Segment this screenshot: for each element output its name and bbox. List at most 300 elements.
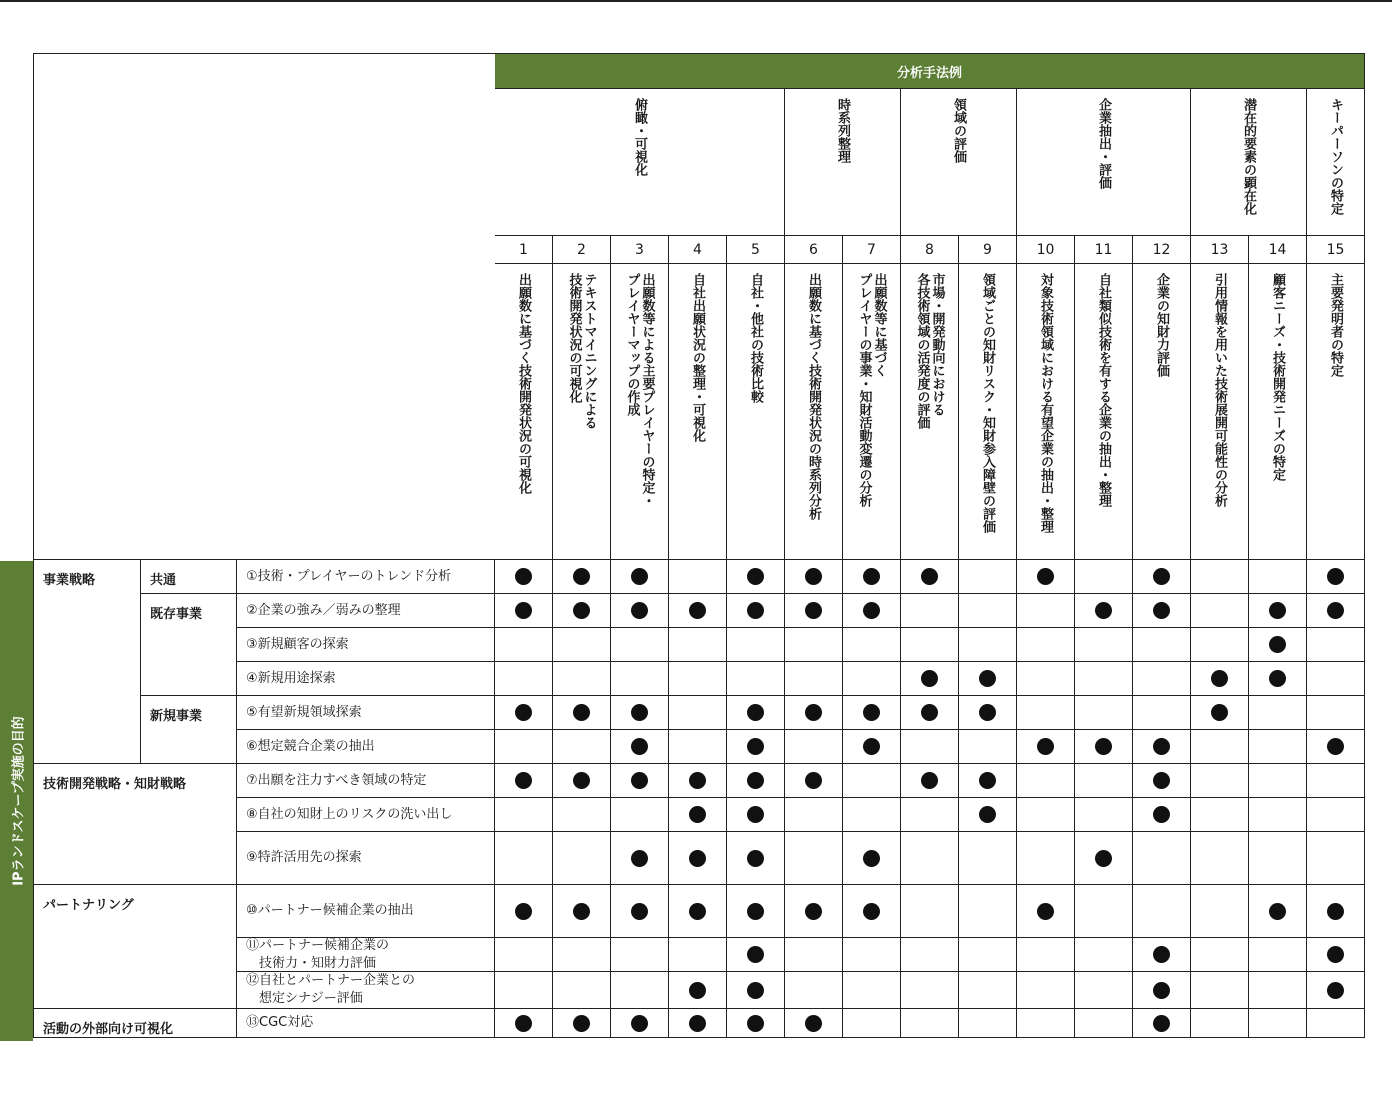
matrix-cell — [843, 628, 901, 662]
purpose-group: 活動の外部向け可視化 — [34, 1009, 237, 1038]
applicable-dot-icon — [1153, 772, 1170, 789]
matrix-cell — [1133, 938, 1191, 972]
applicable-dot-icon — [1153, 1015, 1170, 1032]
matrix-cell — [495, 1009, 553, 1038]
matrix-cell — [727, 972, 785, 1009]
applicable-dot-icon — [573, 602, 590, 619]
method-label-cell — [1075, 264, 1133, 560]
matrix-cell — [959, 560, 1017, 594]
matrix-cell — [669, 696, 727, 730]
matrix-cell — [669, 972, 727, 1009]
applicable-dot-icon — [747, 602, 764, 619]
matrix-cell — [727, 628, 785, 662]
method-label-cell — [959, 264, 1017, 560]
method-label-cell — [843, 264, 901, 560]
matrix-cell — [843, 696, 901, 730]
matrix-cell — [669, 594, 727, 628]
applicable-dot-icon — [921, 704, 938, 721]
matrix-cell — [901, 730, 959, 764]
matrix-cell — [1307, 662, 1365, 696]
method-label-cell — [669, 264, 727, 560]
matrix-cell — [1307, 560, 1365, 594]
analysis-matrix — [33, 53, 1365, 1038]
method-category — [785, 89, 901, 236]
matrix-cell — [1249, 560, 1307, 594]
matrix-cell — [1133, 560, 1191, 594]
applicable-dot-icon — [1153, 738, 1170, 755]
method-category — [1307, 89, 1365, 236]
applicable-dot-icon — [1153, 568, 1170, 585]
method-category-label: 潜在的要素の顕在化 — [1241, 98, 1256, 215]
matrix-cell — [785, 798, 843, 832]
method-label: 出願数等による主要プレイヤーの特定・ プレイヤーマップの作成 — [624, 273, 655, 507]
method-number: 6 — [785, 236, 843, 264]
matrix-cell — [1075, 972, 1133, 1009]
analysis-methods-header: 分析手法例 — [495, 54, 1365, 89]
applicable-dot-icon — [1153, 806, 1170, 823]
matrix-cell — [1191, 764, 1249, 798]
matrix-cell — [669, 628, 727, 662]
purpose-item: ⑨特許活用先の探索 — [237, 832, 495, 885]
applicable-dot-icon — [631, 850, 648, 867]
matrix-cell — [553, 594, 611, 628]
method-number: 11 — [1075, 236, 1133, 264]
matrix-cell — [553, 730, 611, 764]
matrix-cell — [1307, 730, 1365, 764]
matrix-cell — [495, 560, 553, 594]
method-category — [1017, 89, 1191, 236]
matrix-cell — [1017, 885, 1075, 938]
applicable-dot-icon — [863, 738, 880, 755]
purpose-item: ②企業の強み／弱みの整理 — [237, 594, 495, 628]
applicable-dot-icon — [921, 670, 938, 687]
applicable-dot-icon — [1211, 704, 1228, 721]
matrix-cell — [1017, 662, 1075, 696]
matrix-cell — [785, 885, 843, 938]
matrix-cell — [495, 938, 553, 972]
applicable-dot-icon — [1327, 568, 1344, 585]
matrix-cell — [727, 832, 785, 885]
matrix-cell — [1191, 832, 1249, 885]
method-category-label: 領域の評価 — [951, 98, 966, 163]
matrix-cell — [1133, 972, 1191, 1009]
method-number: 9 — [959, 236, 1017, 264]
matrix-cell — [785, 764, 843, 798]
applicable-dot-icon — [805, 704, 822, 721]
matrix-cell — [1249, 628, 1307, 662]
applicable-dot-icon — [921, 568, 938, 585]
applicable-dot-icon — [1095, 602, 1112, 619]
matrix-cell — [843, 832, 901, 885]
matrix-cell — [1075, 594, 1133, 628]
applicable-dot-icon — [1153, 602, 1170, 619]
matrix-cell — [495, 885, 553, 938]
method-number: 12 — [1133, 236, 1191, 264]
applicable-dot-icon — [573, 568, 590, 585]
matrix-cell — [1075, 764, 1133, 798]
matrix-cell — [1133, 798, 1191, 832]
matrix-cell — [901, 628, 959, 662]
applicable-dot-icon — [1269, 670, 1286, 687]
applicable-dot-icon — [631, 903, 648, 920]
matrix-cell — [1249, 730, 1307, 764]
matrix-cell — [843, 730, 901, 764]
matrix-cell — [1191, 594, 1249, 628]
matrix-cell — [727, 798, 785, 832]
applicable-dot-icon — [515, 704, 532, 721]
method-number: 14 — [1249, 236, 1307, 264]
purpose-item: ⑥想定競合企業の抽出 — [237, 730, 495, 764]
applicable-dot-icon — [689, 602, 706, 619]
applicable-dot-icon — [689, 806, 706, 823]
matrix-cell — [1191, 730, 1249, 764]
matrix-cell — [1191, 798, 1249, 832]
blank-corner-lower — [34, 264, 495, 560]
applicable-dot-icon — [515, 568, 532, 585]
method-category-label: 企業抽出・評価 — [1096, 98, 1111, 189]
matrix-cell — [727, 730, 785, 764]
method-number: 10 — [1017, 236, 1075, 264]
matrix-cell — [1249, 1009, 1307, 1038]
matrix-cell — [727, 1009, 785, 1038]
matrix-cell — [1249, 696, 1307, 730]
matrix-cell — [785, 972, 843, 1009]
matrix-cell — [1017, 696, 1075, 730]
applicable-dot-icon — [979, 670, 996, 687]
matrix-cell — [1249, 972, 1307, 1009]
matrix-cell — [495, 764, 553, 798]
method-number: 5 — [727, 236, 785, 264]
matrix-cell — [1307, 594, 1365, 628]
matrix-cell — [1191, 972, 1249, 1009]
matrix-cell — [1017, 972, 1075, 1009]
method-label: 領域ごとの知財リスク・知財参入障壁の評価 — [980, 273, 995, 533]
applicable-dot-icon — [921, 772, 938, 789]
matrix-cell — [1307, 798, 1365, 832]
method-label-cell — [1133, 264, 1191, 560]
purpose-subgroup: 既存事業 — [141, 594, 237, 696]
matrix-cell — [1191, 662, 1249, 696]
method-number: 15 — [1307, 236, 1365, 264]
matrix-cell — [1017, 730, 1075, 764]
method-number: 13 — [1191, 236, 1249, 264]
matrix-cell — [959, 885, 1017, 938]
matrix-cell — [1075, 832, 1133, 885]
applicable-dot-icon — [747, 946, 764, 963]
matrix-cell — [553, 832, 611, 885]
matrix-cell — [901, 798, 959, 832]
applicable-dot-icon — [805, 772, 822, 789]
applicable-dot-icon — [747, 568, 764, 585]
matrix-cell — [495, 594, 553, 628]
purpose-group: 技術開発戦略・知財戦略 — [34, 764, 237, 885]
matrix-cell — [727, 938, 785, 972]
matrix-cell — [553, 972, 611, 1009]
applicable-dot-icon — [515, 1015, 532, 1032]
matrix-cell — [901, 560, 959, 594]
matrix-cell — [959, 798, 1017, 832]
matrix-cell — [1017, 594, 1075, 628]
matrix-cell — [1133, 832, 1191, 885]
applicable-dot-icon — [1153, 982, 1170, 999]
method-number: 3 — [611, 236, 669, 264]
applicable-dot-icon — [689, 1015, 706, 1032]
matrix-cell — [785, 594, 843, 628]
matrix-cell — [669, 885, 727, 938]
matrix-cell — [1191, 885, 1249, 938]
method-label-cell — [611, 264, 669, 560]
applicable-dot-icon — [689, 903, 706, 920]
matrix-cell — [1249, 938, 1307, 972]
method-label: 出願数等に基づく プレイヤーの事業・知財活動変遷の分析 — [856, 273, 887, 507]
matrix-cell — [959, 764, 1017, 798]
matrix-cell — [669, 938, 727, 972]
matrix-cell — [959, 832, 1017, 885]
matrix-cell — [785, 628, 843, 662]
method-number: 4 — [669, 236, 727, 264]
matrix-cell — [901, 764, 959, 798]
method-label: 出願数に基づく技術開発状況の可視化 — [516, 273, 531, 494]
matrix-cell — [901, 832, 959, 885]
method-category-label: 俯瞰・可視化 — [632, 98, 647, 176]
matrix-cell — [901, 662, 959, 696]
matrix-cell — [959, 938, 1017, 972]
applicable-dot-icon — [689, 850, 706, 867]
matrix-cell — [1133, 696, 1191, 730]
method-label: 自社出願状況の整理・可視化 — [690, 273, 705, 442]
matrix-cell — [611, 730, 669, 764]
matrix-cell — [1075, 628, 1133, 662]
matrix-cell — [611, 832, 669, 885]
applicable-dot-icon — [979, 704, 996, 721]
method-label-cell — [495, 264, 553, 560]
applicable-dot-icon — [1327, 903, 1344, 920]
applicable-dot-icon — [863, 850, 880, 867]
matrix-cell — [611, 628, 669, 662]
matrix-cell — [727, 696, 785, 730]
purpose-item: ⑪パートナー候補企業の 技術力・知財力評価 — [237, 938, 495, 972]
purpose-item: ⑦出願を注力すべき領域の特定 — [237, 764, 495, 798]
matrix-cell — [553, 764, 611, 798]
purpose-group: パートナリング — [34, 885, 237, 1009]
matrix-cell — [1307, 972, 1365, 1009]
matrix-cell — [553, 938, 611, 972]
purpose-item: ⑩パートナー候補企業の抽出 — [237, 885, 495, 938]
matrix-cell — [1249, 832, 1307, 885]
matrix-cell — [495, 696, 553, 730]
applicable-dot-icon — [747, 806, 764, 823]
matrix-cell — [785, 1009, 843, 1038]
applicable-dot-icon — [1327, 602, 1344, 619]
matrix-cell — [843, 662, 901, 696]
method-label: テキストマイニングによる 技術開発状況の可視化 — [566, 273, 597, 429]
matrix-cell — [1307, 628, 1365, 662]
method-label: 対象技術領域における有望企業の抽出・整理 — [1038, 273, 1053, 533]
method-label: 市場・開発動向における 各技術領域の活発度の評価 — [914, 273, 945, 429]
method-label: 出願数に基づく技術開発状況の時系列分析 — [806, 273, 821, 520]
applicable-dot-icon — [863, 704, 880, 721]
matrix-cell — [1307, 764, 1365, 798]
matrix-cell — [727, 662, 785, 696]
method-label-cell — [727, 264, 785, 560]
matrix-cell — [669, 730, 727, 764]
purpose-subgroup: 共通 — [141, 560, 237, 594]
matrix-cell — [495, 972, 553, 1009]
matrix-cell — [843, 798, 901, 832]
matrix-cell — [843, 594, 901, 628]
matrix-cell — [1191, 628, 1249, 662]
matrix-cell — [727, 885, 785, 938]
applicable-dot-icon — [747, 772, 764, 789]
matrix-cell — [1307, 1009, 1365, 1038]
matrix-cell — [1075, 798, 1133, 832]
applicable-dot-icon — [1269, 903, 1286, 920]
applicable-dot-icon — [1327, 946, 1344, 963]
matrix-cell — [669, 662, 727, 696]
method-label-cell — [1249, 264, 1307, 560]
matrix-cell — [1307, 832, 1365, 885]
method-number: 1 — [495, 236, 553, 264]
method-label: 自社類似技術を有する企業の抽出・整理 — [1096, 273, 1111, 507]
applicable-dot-icon — [747, 1015, 764, 1032]
matrix-cell — [959, 696, 1017, 730]
applicable-dot-icon — [1327, 738, 1344, 755]
matrix-cell — [495, 798, 553, 832]
applicable-dot-icon — [1269, 602, 1286, 619]
matrix-cell — [1133, 1009, 1191, 1038]
applicable-dot-icon — [689, 772, 706, 789]
matrix-cell — [727, 560, 785, 594]
applicable-dot-icon — [573, 772, 590, 789]
applicable-dot-icon — [1269, 636, 1286, 653]
applicable-dot-icon — [1037, 738, 1054, 755]
matrix-cell — [785, 730, 843, 764]
matrix-cell — [1075, 938, 1133, 972]
matrix-cell — [1075, 696, 1133, 730]
method-category — [901, 89, 1017, 236]
purpose-subgroup: 新規事業 — [141, 696, 237, 764]
matrix-cell — [553, 560, 611, 594]
method-label: 企業の知財力評価 — [1154, 273, 1169, 377]
matrix-cell — [901, 885, 959, 938]
matrix-cell — [959, 730, 1017, 764]
matrix-cell — [959, 972, 1017, 1009]
matrix-cell — [1249, 798, 1307, 832]
applicable-dot-icon — [631, 704, 648, 721]
matrix-cell — [1133, 594, 1191, 628]
matrix-cell — [611, 972, 669, 1009]
method-label: 顧客ニーズ・技術開発ニーズの特定 — [1270, 273, 1285, 481]
matrix-cell — [1133, 628, 1191, 662]
matrix-cell — [495, 662, 553, 696]
matrix-cell — [669, 1009, 727, 1038]
applicable-dot-icon — [747, 903, 764, 920]
applicable-dot-icon — [863, 602, 880, 619]
blank-corner — [34, 54, 495, 264]
applicable-dot-icon — [573, 704, 590, 721]
applicable-dot-icon — [1327, 982, 1344, 999]
matrix-cell — [1249, 662, 1307, 696]
matrix-cell — [1133, 730, 1191, 764]
matrix-cell — [727, 764, 785, 798]
method-category — [1191, 89, 1307, 236]
applicable-dot-icon — [805, 903, 822, 920]
matrix-cell — [901, 972, 959, 1009]
matrix-cell — [553, 885, 611, 938]
matrix-cell — [1017, 628, 1075, 662]
matrix-cell — [553, 798, 611, 832]
matrix-cell — [843, 1009, 901, 1038]
purpose-side-label-text: IPランドスケープ実施の目的 — [11, 716, 26, 886]
matrix-cell — [785, 696, 843, 730]
matrix-cell — [1191, 1009, 1249, 1038]
matrix-cell — [1075, 885, 1133, 938]
applicable-dot-icon — [979, 806, 996, 823]
matrix-cell — [1307, 696, 1365, 730]
matrix-cell — [727, 594, 785, 628]
matrix-cell — [901, 594, 959, 628]
matrix-cell — [611, 938, 669, 972]
applicable-dot-icon — [631, 1015, 648, 1032]
matrix-cell — [1017, 832, 1075, 885]
matrix-cell — [495, 628, 553, 662]
method-label-cell — [1307, 264, 1365, 560]
method-number: 7 — [843, 236, 901, 264]
matrix-cell — [1017, 764, 1075, 798]
method-category-label: キーパーソンの特定 — [1328, 98, 1343, 215]
method-number: 8 — [901, 236, 959, 264]
applicable-dot-icon — [573, 1015, 590, 1032]
matrix-cell — [843, 764, 901, 798]
applicable-dot-icon — [515, 903, 532, 920]
matrix-cell — [669, 798, 727, 832]
matrix-cell — [611, 764, 669, 798]
top-rule — [0, 0, 1392, 2]
matrix-cell — [553, 696, 611, 730]
purpose-item: ⑧自社の知財上のリスクの洗い出し — [237, 798, 495, 832]
matrix-cell — [785, 662, 843, 696]
method-label-cell — [785, 264, 843, 560]
applicable-dot-icon — [631, 568, 648, 585]
method-label-cell — [1017, 264, 1075, 560]
matrix-cell — [785, 832, 843, 885]
matrix-cell — [959, 662, 1017, 696]
method-label: 引用情報を用いた技術展開可能性の分析 — [1212, 273, 1227, 507]
purpose-item: ⑤有望新規領域探索 — [237, 696, 495, 730]
matrix-cell — [1017, 560, 1075, 594]
matrix-cell — [611, 662, 669, 696]
purpose-item: ③新規顧客の探索 — [237, 628, 495, 662]
method-label-cell — [901, 264, 959, 560]
matrix-cell — [553, 628, 611, 662]
matrix-cell — [1133, 885, 1191, 938]
applicable-dot-icon — [631, 772, 648, 789]
matrix-cell — [1017, 1009, 1075, 1038]
matrix-cell — [1075, 662, 1133, 696]
matrix-cell — [901, 1009, 959, 1038]
matrix-cell — [1191, 560, 1249, 594]
applicable-dot-icon — [1037, 903, 1054, 920]
matrix-cell — [1133, 764, 1191, 798]
matrix-cell — [785, 560, 843, 594]
applicable-dot-icon — [805, 568, 822, 585]
matrix-cell — [553, 1009, 611, 1038]
matrix-cell — [1017, 938, 1075, 972]
applicable-dot-icon — [1211, 670, 1228, 687]
matrix-cell — [669, 832, 727, 885]
matrix-cell — [1249, 594, 1307, 628]
matrix-cell — [553, 662, 611, 696]
